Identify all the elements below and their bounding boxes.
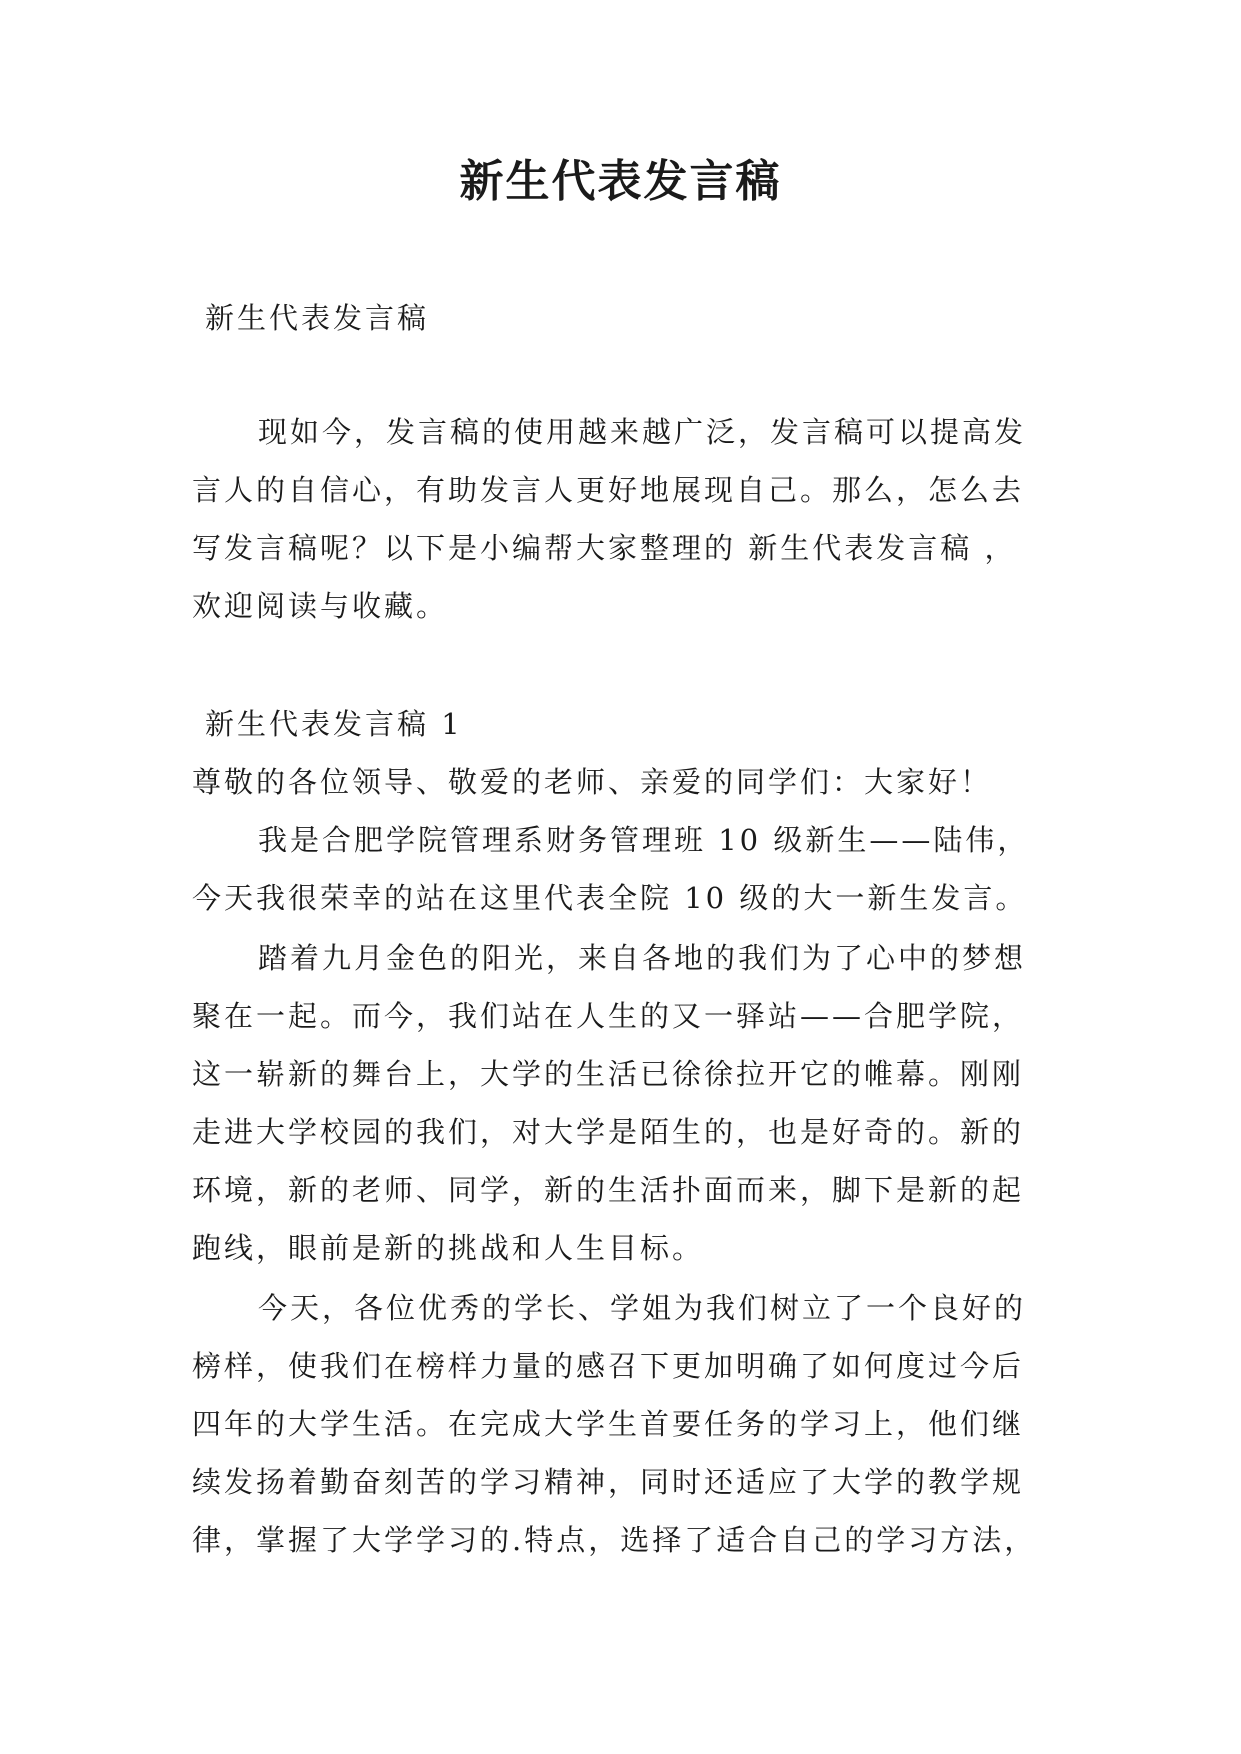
intro-line: 现如今，发言稿的使用越来越广泛，发言稿可以提高发 [258,415,1027,449]
salutation: 尊敬的各位领导、敬爱的老师、亲爱的同学们：大家好！ [192,765,993,799]
paragraph-line: 踏着九月金色的阳光，来自各地的我们为了心中的梦想 [258,941,1027,975]
paragraph-line: 律，掌握了大学学习的.特点，选择了适合自己的学习方法， [192,1523,1037,1557]
paragraph-line: 续发扬着勤奋刻苦的学习精神，同时还适应了大学的教学规 [192,1465,1025,1499]
section-heading: 新生代表发言稿 1 [205,707,463,741]
intro-line: 写发言稿呢？以下是小编帮大家整理的 新生代表发言稿 ， [192,531,1017,565]
paragraph-line: 这一崭新的舞台上，大学的生活已徐徐拉开它的帷幕。刚刚 [192,1057,1025,1091]
paragraph-line: 榜样，使我们在榜样力量的感召下更加明确了如何度过今后 [192,1349,1025,1383]
paragraph-line: 四年的大学生活。在完成大学生首要任务的学习上，他们继 [192,1407,1025,1441]
intro-line: 言人的自信心，有助发言人更好地展现自己。那么，怎么去 [192,473,1025,507]
paragraph-line: 环境，新的老师、同学，新的生活扑面而来，脚下是新的起 [192,1173,1025,1207]
page-title: 新生代表发言稿 [459,156,782,207]
paragraph-line: 今天，各位优秀的学长、学姐为我们树立了一个良好的 [258,1291,1027,1325]
paragraph-line: 聚在一起。而今，我们站在人生的又一驿站——合肥学院， [192,999,1025,1033]
paragraph-line: 走进大学校园的我们，对大学是陌生的，也是好奇的。新的 [192,1115,1025,1149]
paragraph-line: 今天我很荣幸的站在这里代表全院 10 级的大一新生发言。 [192,881,1028,915]
paragraph-line: 我是合肥学院管理系财务管理班 10 级新生——陆伟， [258,823,1030,857]
paragraph-line: 跑线，眼前是新的挑战和人生目标。 [192,1231,705,1265]
subtitle: 新生代表发言稿 [205,301,430,335]
intro-line: 欢迎阅读与收藏。 [192,589,449,623]
